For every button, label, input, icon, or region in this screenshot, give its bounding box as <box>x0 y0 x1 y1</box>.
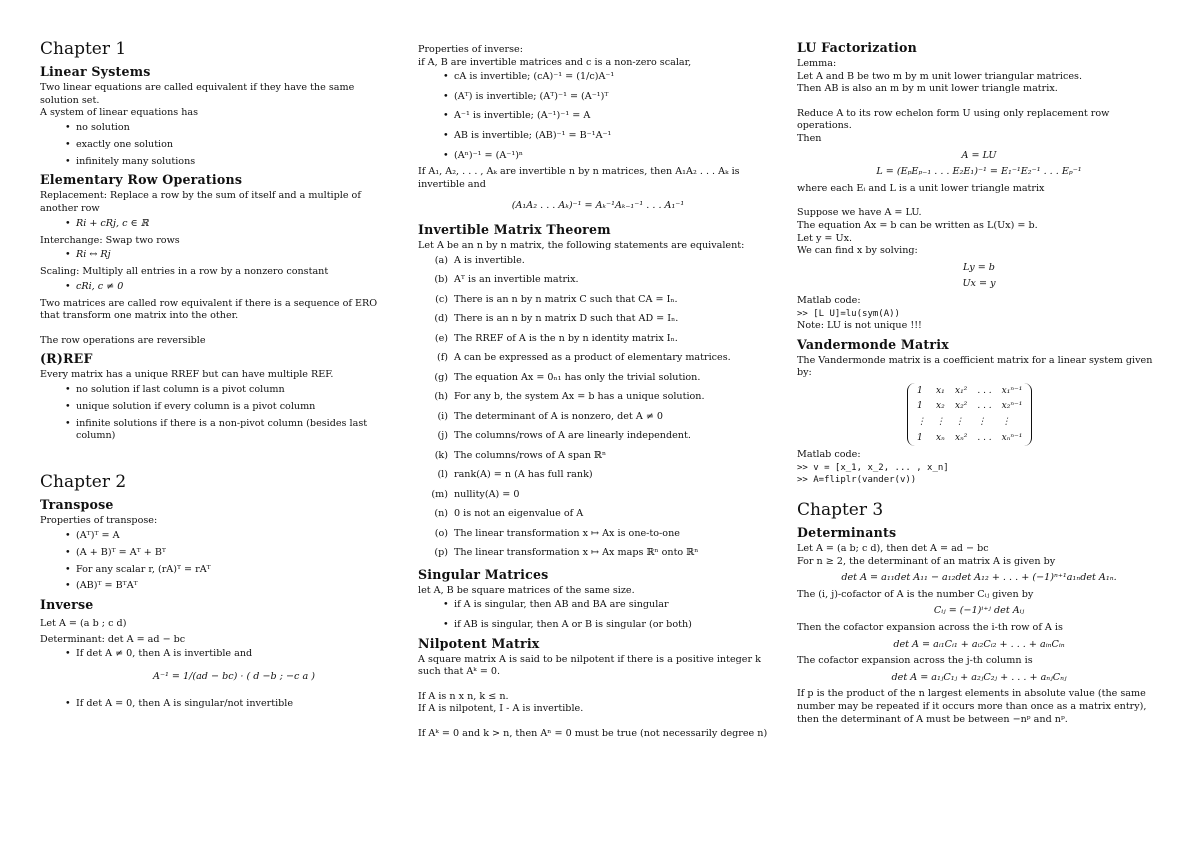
nilpotent-heading: Nilpotent Matrix <box>418 635 540 651</box>
spacer <box>797 487 1161 499</box>
replacement-list <box>40 218 392 231</box>
det-bound: If p is the product of the n largest elements in absolute value (the same number may be repeated if it occurs more than once as a matrix entry), then the determinant of A must be between −nᵖ and nᵖ. <box>797 688 1147 725</box>
spacer <box>797 96 1161 108</box>
lemma-line-2: Then AB is also an m by m unit lower triangle matrix. <box>797 83 1058 95</box>
vandermonde-text: The Vandermonde matrix is a coefficient matrix for a linear system given by: <box>797 354 1153 379</box>
matrix-entry: ⋮ <box>977 417 987 428</box>
matrix-entry: xₙ <box>936 432 945 443</box>
interchange-text: Interchange: Swap two rows <box>40 234 180 246</box>
imt-list <box>418 255 778 560</box>
det-2x2: Let A = (a b; c d), then det A = ad − bc <box>797 543 989 555</box>
list-item: • (Aᵀ) is invertible; (Aᵀ)⁻¹ = (A⁻¹)ᵀ <box>454 91 778 104</box>
item-label: (c) <box>435 293 448 305</box>
inverse-heading: Inverse <box>40 597 94 613</box>
item-label: (j) <box>437 430 448 442</box>
item-label: (o) <box>434 527 448 539</box>
vandermonde-heading: Vandermonde Matrix <box>797 336 949 352</box>
column-2 <box>418 44 778 741</box>
equivalent-definition: Two linear equations are called equivalent if they have the same solution set. <box>40 82 355 106</box>
item-label: (e) <box>434 332 448 344</box>
list-item: • (A + B)ᵀ = Aᵀ + Bᵀ <box>76 547 392 560</box>
inverse-props-list <box>418 71 778 162</box>
linear-systems-heading: Linear Systems <box>40 64 151 79</box>
matrix-entry: d <box>116 618 123 630</box>
list-item: • unique solution if every column is a pivot column <box>76 401 392 414</box>
item-text: A can be expressed as a product of elementary matrices. <box>454 352 731 364</box>
row-equivalent-text: Two matrices are called row equivalent if there is a sequence of ERO that transform one matrix into the other. <box>40 297 378 322</box>
transpose-list <box>40 530 392 593</box>
matrix-entry: c <box>108 618 114 630</box>
matrix-entry: . . . <box>977 401 992 412</box>
item-text: The determinant of A is nonzero, det A ≠ 0 <box>454 410 664 422</box>
lemma-label: Lemma: <box>797 58 837 69</box>
list-item: • no solution if last column is a pivot column <box>76 384 392 397</box>
cofactor-formula: Cᵢⱼ = (−1)ⁱ⁺ʲ det Aᵢⱼ <box>933 605 1025 617</box>
nilpotent-size: If A is n x n, k ≤ n. <box>418 690 509 702</box>
suppose-4: We can find x by solving: <box>797 245 918 257</box>
list-item: • no solution <box>76 122 392 135</box>
spacer <box>40 447 392 471</box>
item-label: (n) <box>434 508 448 520</box>
matrix-entry: b <box>92 618 99 630</box>
lu-formula: A = LU <box>961 149 997 161</box>
product-text: If A₁, A₂, . . . , Aₖ are invertible n by n matrices, then A₁A₂ . . . Aₖ is invertible and <box>418 166 740 191</box>
list-item: • infinite solutions if there is a non-pivot column (besides last column) <box>76 418 392 443</box>
matrix-entry: ⋮ <box>917 417 926 428</box>
vander-code-1: >> v = [x_1, x_2, ... , x_n] <box>797 462 949 473</box>
item-label: (f) <box>436 352 448 364</box>
list-item <box>76 648 392 683</box>
item-label: (m) <box>431 488 448 500</box>
transpose-text: Properties of transpose: <box>40 515 158 527</box>
singular-text: let A, B be square matrices of the same size. <box>418 584 635 596</box>
item-label: (p) <box>434 547 448 559</box>
inverse-formula: A⁻¹ = 1/(ad − bc) · ( d −b ; −c a ) <box>153 671 315 683</box>
lu-heading: LU Factorization <box>797 40 917 55</box>
column-1 <box>40 38 392 715</box>
list-item: • if AB is singular, then A or B is singular (or both) <box>454 619 778 632</box>
item-label: (l) <box>437 469 448 481</box>
list-item: • cA is invertible; (cA)⁻¹ = (1/c)A⁻¹ <box>454 71 778 84</box>
list-item <box>431 488 778 502</box>
list-item <box>434 371 778 385</box>
item-label: (k) <box>434 449 448 461</box>
matrix-entry: ⋮ <box>1001 417 1011 428</box>
product-formula: (A₁A₂ . . . Aₖ)⁻¹ = Aₖ⁻¹Aₖ₋₁⁻¹ . . . A₁⁻¹ <box>511 199 685 211</box>
determinants-heading: Determinants <box>797 525 897 541</box>
lemma-line-1: Let A and B be two m by m unit lower triangular matrices. <box>797 70 1082 82</box>
list-item: • if A is singular, then AB and BA are singular <box>454 599 778 612</box>
matrix-entry: x₁ⁿ⁻¹ <box>1001 385 1023 396</box>
list-item <box>437 469 778 482</box>
matrix-entry: a <box>83 618 90 630</box>
list-item <box>434 391 778 404</box>
list-item <box>434 508 778 521</box>
props-title: Properties of inverse: <box>418 44 523 55</box>
list-item: • For any scalar r, (rA)ᵀ = rAᵀ <box>76 564 392 577</box>
matrix-entry: x₂ⁿ⁻¹ <box>1001 401 1023 412</box>
list-text: If det A ≠ 0, then A is invertible and <box>76 648 253 660</box>
vander-code-2: >> A=fliplr(vander(v)) <box>797 475 917 486</box>
suppose-3: Let y = Ux. <box>797 232 853 244</box>
item-text: The equation Ax = 0ₙ₁ has only the trivial solution. <box>454 371 701 383</box>
list-item: • exactly one solution <box>76 139 392 152</box>
chapter-2-heading: Chapter 2 <box>40 472 127 493</box>
chapter-3-heading: Chapter 3 <box>797 500 884 521</box>
matrix-2x2: (a b ; c d) <box>80 618 127 630</box>
spacer <box>418 679 778 691</box>
item-text: The RREF of A is the n by n identity matrix Iₙ. <box>454 332 678 344</box>
transpose-heading: Transpose <box>40 497 114 513</box>
solution-types-list <box>40 122 392 168</box>
ly-formula: Ly = b <box>963 261 995 273</box>
matrix-row <box>916 415 1023 430</box>
matrix-entry: ⋮ <box>955 417 964 428</box>
matrix-entry: xₙ² <box>955 432 968 443</box>
singular-list <box>418 599 778 631</box>
item-label: (d) <box>434 313 448 325</box>
imt-heading: Invertible Matrix Theorem <box>418 222 611 238</box>
ero-heading: Elementary Row Operations <box>40 172 243 188</box>
matrix-entry: x₁ <box>936 385 945 396</box>
props-intro: if A, B are invertible matrices and c is a non-zero scalar, <box>418 56 692 68</box>
matlab-label: Matlab code: <box>797 449 861 461</box>
nilpotent-invertible: If A is nilpotent, I - A is invertible. <box>418 703 584 715</box>
item-text: The linear transformation x ↦ Ax is one-to-one <box>454 527 680 539</box>
interchange-list <box>40 249 392 262</box>
item-text: A is invertible. <box>454 254 525 266</box>
item-text: nullity(A) = 0 <box>454 488 520 500</box>
item-label: (g) <box>434 371 448 383</box>
chapter-1-heading: Chapter 1 <box>40 39 127 59</box>
matlab-label: Matlab code: <box>797 294 861 306</box>
list-item <box>437 410 778 424</box>
list-item: • (Aᵀ)ᵀ = A <box>76 530 392 543</box>
cofactor-intro: The (i, j)-cofactor of A is the number Cᵢⱼ given by <box>797 588 1034 600</box>
spacer <box>797 195 1161 207</box>
item-text: The columns/rows of A are linearly independent. <box>454 430 691 442</box>
item-label: (b) <box>434 274 448 286</box>
suppose-2: The equation Ax = b can be written as L(Ux) = b. <box>797 219 1038 231</box>
list-item <box>434 527 778 541</box>
matrix-entry: x₂² <box>955 401 968 412</box>
list-item: • If det A = 0, then A is singular/not invertible <box>76 698 392 711</box>
item-label: (a) <box>434 254 448 266</box>
list-item: • AB is invertible; (AB)⁻¹ = B⁻¹A⁻¹ <box>454 130 778 143</box>
list-item: • Ri + cRj, c ∈ ℝ <box>76 218 392 231</box>
inverse-list <box>40 648 392 710</box>
matrix-entry: 1 <box>917 432 923 443</box>
list-item: • Ri ↔ Rj <box>76 249 392 262</box>
lu-code: >> [L U]=lu(sym(A)) <box>797 308 900 319</box>
item-text: rank(A) = n (A has full rank) <box>454 469 593 481</box>
list-item <box>437 430 778 443</box>
matrix-entry: 1 <box>917 385 923 396</box>
singular-heading: Singular Matrices <box>418 566 549 582</box>
matrix-row <box>916 399 1023 414</box>
column-3 <box>797 38 1161 726</box>
nilpotent-def: A square matrix A is said to be nilpotent if there is a positive integer k such that Aᵏ = 0. <box>418 653 761 678</box>
matrix-entry: x₁² <box>955 385 968 396</box>
matrix-entry: x₂ <box>936 401 945 412</box>
inverse-let <box>40 615 392 634</box>
l-formula: L = (EₚEₚ₋₁ . . . E₂E₁)⁻¹ = E₁⁻¹E₂⁻¹ . . . Eₚ⁻¹ <box>876 166 1082 178</box>
spacer <box>40 323 392 335</box>
list-item: • (Aⁿ)⁻¹ = (A⁻¹)ⁿ <box>454 150 778 163</box>
list-item <box>434 254 778 268</box>
scaling-text: Scaling: Multiply all entries in a row by a nonzero constant <box>40 266 329 278</box>
item-text: The linear transformation x ↦ Ax maps ℝⁿ onto ℝⁿ <box>454 547 699 559</box>
suppose-1: Suppose we have A = LU. <box>797 207 922 219</box>
det-n-intro: For n ≥ 2, the determinant of an matrix A is given by <box>797 555 1056 567</box>
item-text: There is an n by n matrix D such that AD = Iₙ. <box>454 313 679 325</box>
list-item <box>436 352 778 365</box>
item-text: The columns/rows of A span ℝⁿ <box>454 449 607 461</box>
list-item <box>434 332 778 346</box>
scaling-list <box>40 281 392 294</box>
let-text: Let A = <box>40 618 77 630</box>
list-item: • A⁻¹ is invertible; (A⁻¹)⁻¹ = A <box>454 110 778 123</box>
list-item: • (AB)ᵀ = BᵀAᵀ <box>76 580 392 593</box>
matrix-row <box>916 384 1023 399</box>
lu-note: Note: LU is not unique !!! <box>797 320 922 332</box>
list-item: • infinitely many solutions <box>76 156 392 169</box>
system-intro: A system of linear equations has <box>40 107 199 119</box>
item-text: Aᵀ is an invertible matrix. <box>454 274 579 286</box>
ux-formula: Ux = y <box>962 278 996 290</box>
where-text: where each Eᵢ and L is a unit lower triangle matrix <box>797 182 1045 194</box>
item-label: (h) <box>434 391 448 403</box>
item-text: 0 is not an eigenvalue of A <box>454 508 584 520</box>
matrix-entry: ⋮ <box>936 417 945 428</box>
rref-heading: (R)REF <box>40 351 93 367</box>
rref-text: Every matrix has a unique RREF but can have multiple REF. <box>40 369 334 381</box>
list-item <box>434 313 778 326</box>
det-expansion: det A = a₁₁det A₁₁ − a₁₂det A₁₂ + . . . + (−1)ⁿ⁺¹a₁ₙdet A₁ₙ. <box>841 572 1117 584</box>
row-expansion-formula: det A = aᵢ₁Cᵢ₁ + aᵢ₂Cᵢ₂ + . . . + aᵢₙCᵢₙ <box>893 638 1065 650</box>
matrix-entry: 1 <box>917 401 923 412</box>
reduce-text: Reduce A to its row echelon form U using only replacement row operations. <box>797 107 1110 132</box>
rref-list <box>40 384 392 443</box>
determinant-text: Determinant: det A = ad − bc <box>40 633 186 645</box>
nilpotent-degree: If Aᵏ = 0 and k > n, then Aⁿ = 0 must be true (not necessarily degree n) <box>418 728 768 740</box>
vandermonde-matrix <box>907 383 1032 446</box>
item-text: For any b, the system Ax = b has a unique solution. <box>454 391 705 403</box>
col-expansion-intro: The cofactor expansion across the j-th column is <box>797 655 1033 667</box>
then-text: Then <box>797 132 822 144</box>
imt-intro: Let A be an n by n matrix, the following statements are equivalent: <box>418 240 745 252</box>
matrix-entry: . . . <box>977 385 992 396</box>
matrix-row <box>916 431 1023 446</box>
reversible-text: The row operations are reversible <box>40 334 206 346</box>
item-label: (i) <box>437 410 448 422</box>
matrix-entry: xₙⁿ⁻¹ <box>1001 432 1023 443</box>
list-item <box>434 547 778 560</box>
item-text: There is an n by n matrix C such that CA = Iₙ. <box>454 293 678 305</box>
list-item <box>434 274 778 287</box>
replacement-text: Replacement: Replace a row by the sum of itself and a multiple of another row <box>40 190 361 215</box>
list-item <box>434 449 778 463</box>
col-expansion-formula: det A = a₁ⱼC₁ⱼ + a₂ⱼC₂ⱼ + . . . + aₙⱼCₙⱼ <box>891 671 1067 683</box>
spacer <box>418 716 778 728</box>
matrix-entry: . . . <box>977 432 992 443</box>
list-item: • cRi, c ≠ 0 <box>76 281 392 294</box>
row-expansion-intro: Then the cofactor expansion across the i-th row of A is <box>797 622 1063 633</box>
list-item <box>435 293 778 307</box>
